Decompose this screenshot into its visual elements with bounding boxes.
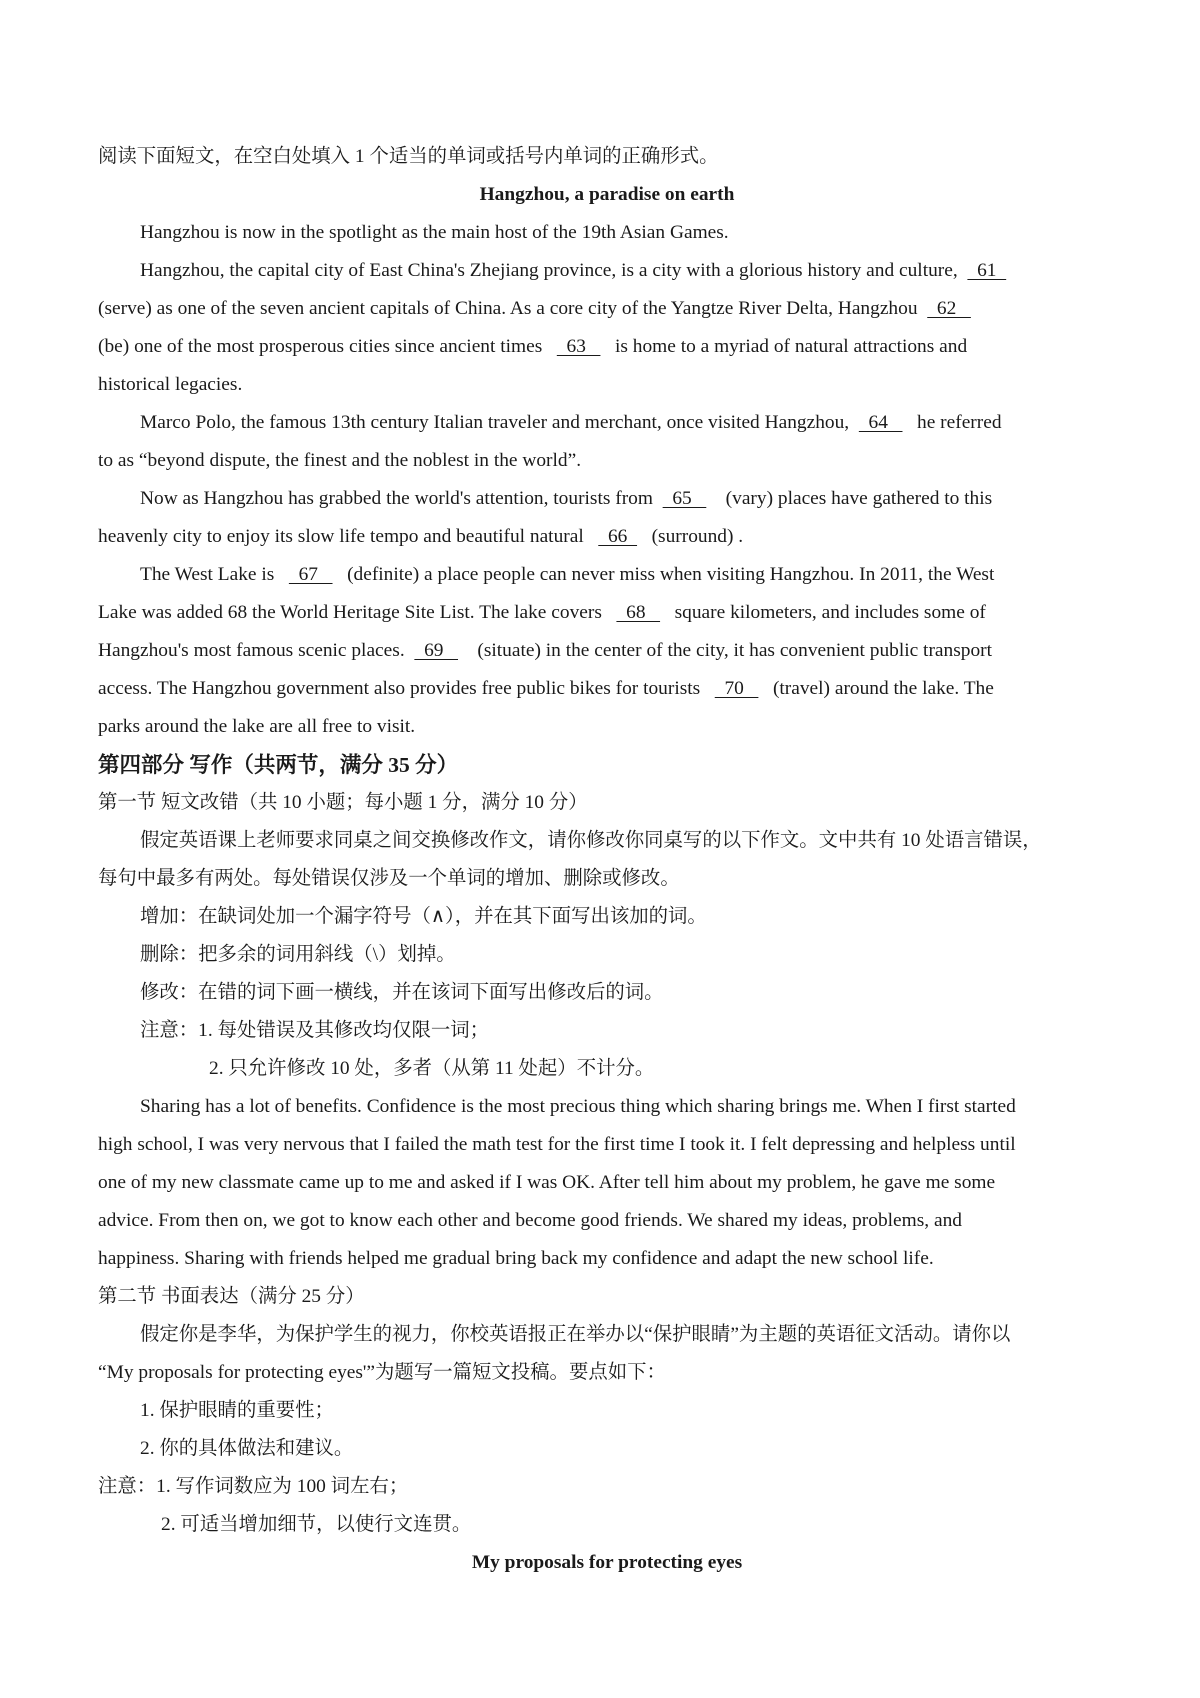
passage-line: parks around the lake are all free to visit. [98,716,416,737]
passage-paragraph: Hangzhou is now in the spotlight as the main host of the 19th Asian Games. [140,222,729,243]
essay-line: Sharing has a lot of benefits. Confidence is the most precious thing which sharing brings me. When I first started [140,1096,1016,1117]
passage-line [98,670,1116,708]
rule-delete: 删除：把多余的词用斜线（\）划掉。 [140,944,456,965]
passage-text: square kilometers, and includes some of [674,602,986,623]
blank-70: 70 [714,678,759,699]
passage-text: (definite) a place people can never miss when visiting Hangzhou. In 2011, the West [347,564,995,585]
passage-line [98,480,1116,518]
passage-line [98,632,1116,670]
blank-62: 62 [927,298,971,319]
passage-line: historical legacies. [98,374,243,395]
passage-text: Now as Hangzhou has grabbed the world's attention, tourists from [140,488,653,509]
passage-line [98,594,1116,632]
part-heading: 第四部分 写作（共两节，满分 35 分） [98,753,459,777]
essay-line: happiness. Sharing with friends helped me gradual bring back my confidence and adapt the new school life. [98,1248,934,1269]
passage-text: The West Lake is [140,564,275,585]
passage-line [98,518,1116,556]
passage-text: access. The Hangzhou government also provides free public bikes for tourists [98,678,701,699]
passage-line [98,556,1116,594]
blank-66: 66 [598,526,638,547]
note-line: 2. 只允许修改 10 处，多者（从第 11 处起）不计分。 [209,1058,655,1079]
cloze-instruction: 阅读下面短文，在空白处填入 1 个适当的单词或括号内单词的正确形式。 [98,146,719,167]
note-line: 注意：1. 每处错误及其修改均仅限一词； [140,1020,490,1041]
blank-67: 67 [288,564,333,585]
instruction-line: 假定英语课上老师要求同桌之间交换修改作文，请你修改你同桌写的以下作文。文中共有 10 处语言错误， [140,830,1042,851]
rule-add: 增加：在缺词处加一个漏字符号（∧），并在其下面写出该加的词。 [140,906,707,927]
exam-page [98,138,1116,1582]
passage-text: Marco Polo, the famous 13th century Italian traveler and merchant, once visited Hangzhou, [140,412,850,433]
rule-modify: 修改：在错的词下画一横线，并在该词下面写出修改后的词。 [140,982,664,1003]
essay-title: My proposals for protecting eyes [471,1552,743,1573]
blank-69: 69 [414,640,459,661]
instruction-line: 每句中最多有两处。每处错误仅涉及一个单词的增加、删除或修改。 [98,868,680,889]
passage-text: (vary) places have gathered to this [725,488,993,509]
instruction-line: “My proposals for protecting eyes'”为题写一篇短文投稿。要点如下： [98,1362,666,1383]
passage-text: he referred [917,412,1002,433]
passage-text: (serve) as one of the seven ancient capitals of China. As a core city of the Yangtze River Delta, Hangzhou [98,298,918,319]
passage-line [98,404,1116,442]
passage-text: (situate) in the center of the city, it has convenient public transport [477,640,992,661]
blank-65: 65 [662,488,707,509]
passage-text: (be) one of the most prosperous cities since ancient times [98,336,543,357]
passage-title: Hangzhou, a paradise on earth [479,184,735,205]
passage-text: heavenly city to enjoy its slow life tempo and beautiful natural [98,526,584,547]
note-line: 2. 可适当增加细节，以使行文连贯。 [161,1514,472,1535]
passage-line [98,252,1116,290]
note-line: 注意：1. 写作词数应为 100 词左右； [98,1476,409,1497]
blank-68: 68 [616,602,661,623]
section-heading: 第二节 书面表达（满分 25 分） [98,1286,365,1307]
blank-64: 64 [858,412,903,433]
blank-61: 61 [967,260,1007,281]
instruction-line: 假定你是李华，为保护学生的视力，你校英语报正在举办以“保护眼睛”为主题的英语征文活动。请你以 [140,1324,1011,1345]
passage-line [98,290,1116,328]
essay-line: one of my new classmate came up to me and asked if I was OK. After tell him about my problem, he gave me some [98,1172,996,1193]
point-line: 2. 你的具体做法和建议。 [140,1438,354,1459]
passage-line [98,328,1116,366]
passage-text: (surround) . [651,526,744,547]
essay-line: advice. From then on, we got to know each other and become good friends. We shared my ideas, problems, and [98,1210,962,1231]
passage-text: is home to a myriad of natural attractions and [614,336,968,357]
blank-63: 63 [556,336,601,357]
section-heading: 第一节 短文改错（共 10 小题；每小题 1 分，满分 10 分） [98,792,588,813]
passage-text: Lake was added 68 the World Heritage Site List. The lake covers [98,602,602,623]
passage-text: Hangzhou's most famous scenic places. [98,640,405,661]
passage-text: (travel) around the lake. The [772,678,994,699]
essay-line: high school, I was very nervous that I failed the math test for the first time I took it. I felt depressing and helpless until [98,1134,1016,1155]
passage-text: Hangzhou, the capital city of East China's Zhejiang province, is a city with a glorious history and culture, [140,260,958,281]
passage-line: to as “beyond dispute, the finest and the noblest in the world”. [98,450,582,471]
point-line: 1. 保护眼睛的重要性； [140,1400,334,1421]
